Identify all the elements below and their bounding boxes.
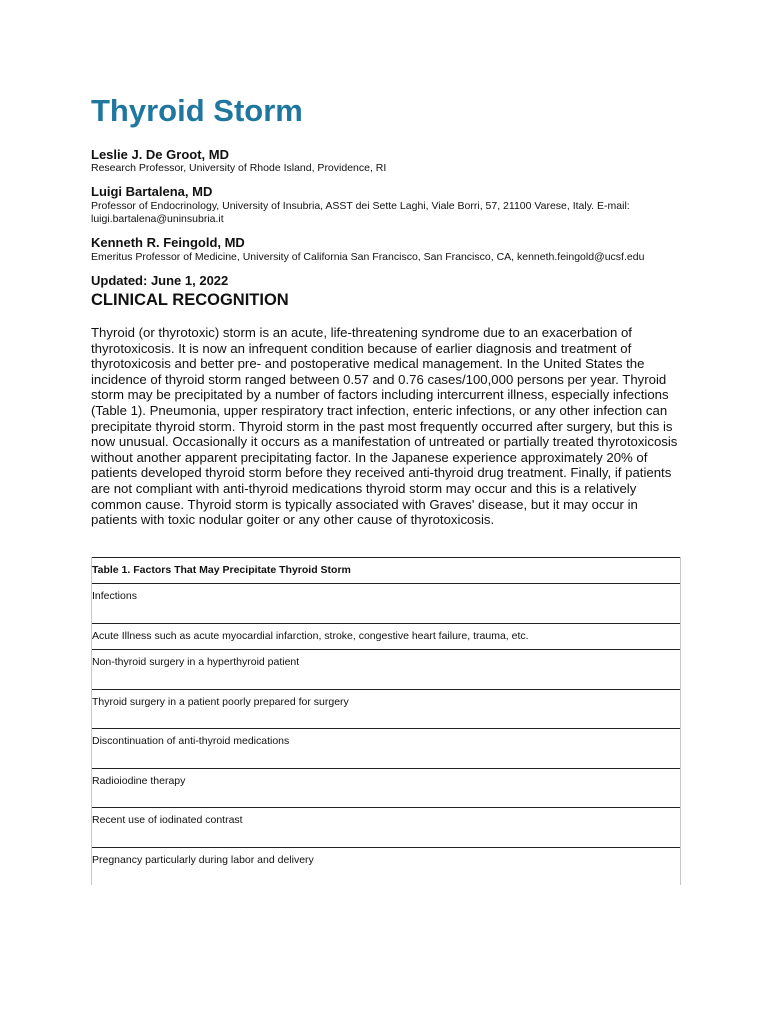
table-cell: Acute Illness such as acute myocardial infarction, stroke, congestive heart failure, trauma, etc. <box>92 630 529 642</box>
table-row <box>92 583 680 623</box>
author-name: Leslie J. De Groot, MD <box>91 147 229 162</box>
table-row <box>92 649 680 689</box>
table-cell: Discontinuation of anti-thyroid medications <box>92 735 290 747</box>
table-caption-row <box>92 557 680 583</box>
table-cell: Non-thyroid surgery in a hyperthyroid patient <box>92 656 300 668</box>
section-heading: CLINICAL RECOGNITION <box>91 291 289 309</box>
table-row <box>92 807 680 847</box>
table-caption: Table 1. Factors That May Precipitate Thyroid Storm <box>92 564 351 576</box>
table-cell: Infections <box>92 590 137 602</box>
table-row <box>92 728 680 768</box>
author-affiliation: Research Professor, University of Rhode Island, Providence, RI <box>91 162 387 174</box>
author-affiliation: Professor of Endocrinology, University of Insubria, ASST dei Sette Laghi, Viale Borri, 57, 21100 Varese, Italy. E-mail: luigi.bartalena@uninsubria.it <box>91 200 630 225</box>
table-row <box>92 689 680 728</box>
updated-date: Updated: June 1, 2022 <box>91 273 229 288</box>
author-affiliation: Emeritus Professor of Medicine, University of California San Francisco, San Francisco, CA, kenneth.feingold@ucsf.edu <box>91 251 645 263</box>
table-row <box>92 847 680 885</box>
table-cell: Recent use of iodinated contrast <box>92 814 243 826</box>
table-cell: Radioiodine therapy <box>92 775 186 787</box>
factors-table <box>91 557 681 885</box>
body-paragraph: Thyroid (or thyrotoxic) storm is an acute, life-threatening syndrome due to an exacerbation of thyrotoxicosis. It is now an infrequent condition because of earlier diagnosis and treatment of thyrotoxicosis and better pre- and postoperative medical management. In the United States the incidence of thyroid storm ranged between 0.57 and 0.76 cases/100,000 persons per year. Thyroid storm may be precipitated by a number of factors including intercurrent illness, especially infections (Table 1). Pneumonia, upper respiratory tract infection, enteric infections, or any other infection can precipitate thyroid storm. Thyroid storm in the past most frequently occurred after surgery, but this is now unusual. Occasionally it occurs as a manifestation of untreated or partially treated thyrotoxicosis without another apparent precipitating factor. In the Japanese experience approximately 20% of patients developed thyroid storm before they received anti-thyroid drug treatment. Finally, if patients are not compliant with anti-thyroid medications thyroid storm may occur and this is a relatively common cause. Thyroid storm is typically associated with Graves' disease, but it may occur in patients with toxic nodular goiter or any other cause of thyrotoxicosis. <box>91 325 678 528</box>
table-cell: Pregnancy particularly during labor and delivery <box>92 854 314 866</box>
page-title: Thyroid Storm <box>91 93 303 128</box>
author-name: Kenneth R. Feingold, MD <box>91 235 245 250</box>
table-cell: Thyroid surgery in a patient poorly prepared for surgery <box>92 696 349 708</box>
table-row <box>92 768 680 807</box>
table-row <box>92 623 680 649</box>
author-name: Luigi Bartalena, MD <box>91 184 213 199</box>
